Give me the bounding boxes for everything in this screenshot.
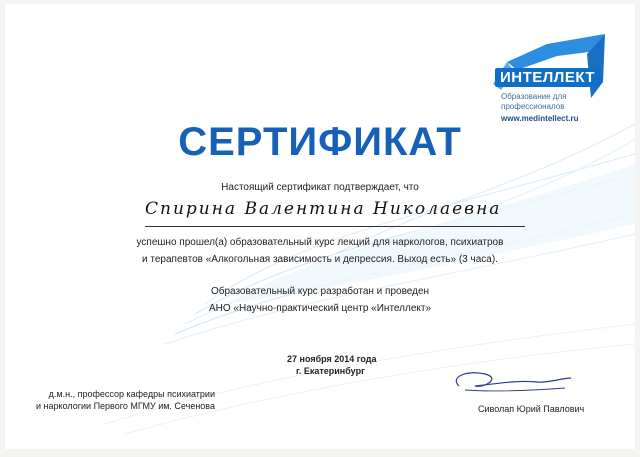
name-underline <box>145 226 525 227</box>
body-line-2: и терапевтов «Алкогольная зависимость и депрессия. Выход есть» (3 часа). <box>142 254 498 265</box>
issue-city: г. Екатеринбург <box>296 366 365 376</box>
logo-subtitle: Образование для профессионалов <box>501 92 567 111</box>
body-line-1: успешно прошел(а) образовательный курс лекций для наркологов, психиатров <box>136 237 504 248</box>
certificate-page <box>5 4 635 449</box>
logo-url: www.medintellect.ru <box>501 114 579 123</box>
recipient-name: Спирина Валентина Николаевна <box>145 199 502 219</box>
logo-wordmark: ИНТЕЛЛЕКТ <box>495 68 600 87</box>
signatory-title-line-1: д.м.н., профессор кафедры психиатрии <box>48 389 215 399</box>
issue-date: 27 ноября 2014 года <box>287 354 377 364</box>
signatory-title-line-2: и наркологии Первого МГМУ им. Сеченова <box>36 401 215 411</box>
developed-line-1: Образовательный курс разработан и проведен <box>210 286 430 297</box>
signatory-name: Сиволап Юрий Павлович <box>478 404 585 414</box>
developed-line-2: АНО «Научно-практический центр «Интеллект» <box>208 303 432 314</box>
signature-image <box>445 364 585 404</box>
intro-text: Настоящий сертификат подтверждает, что <box>221 182 419 193</box>
certificate-title: СЕРТИФИКАТ <box>178 120 462 164</box>
